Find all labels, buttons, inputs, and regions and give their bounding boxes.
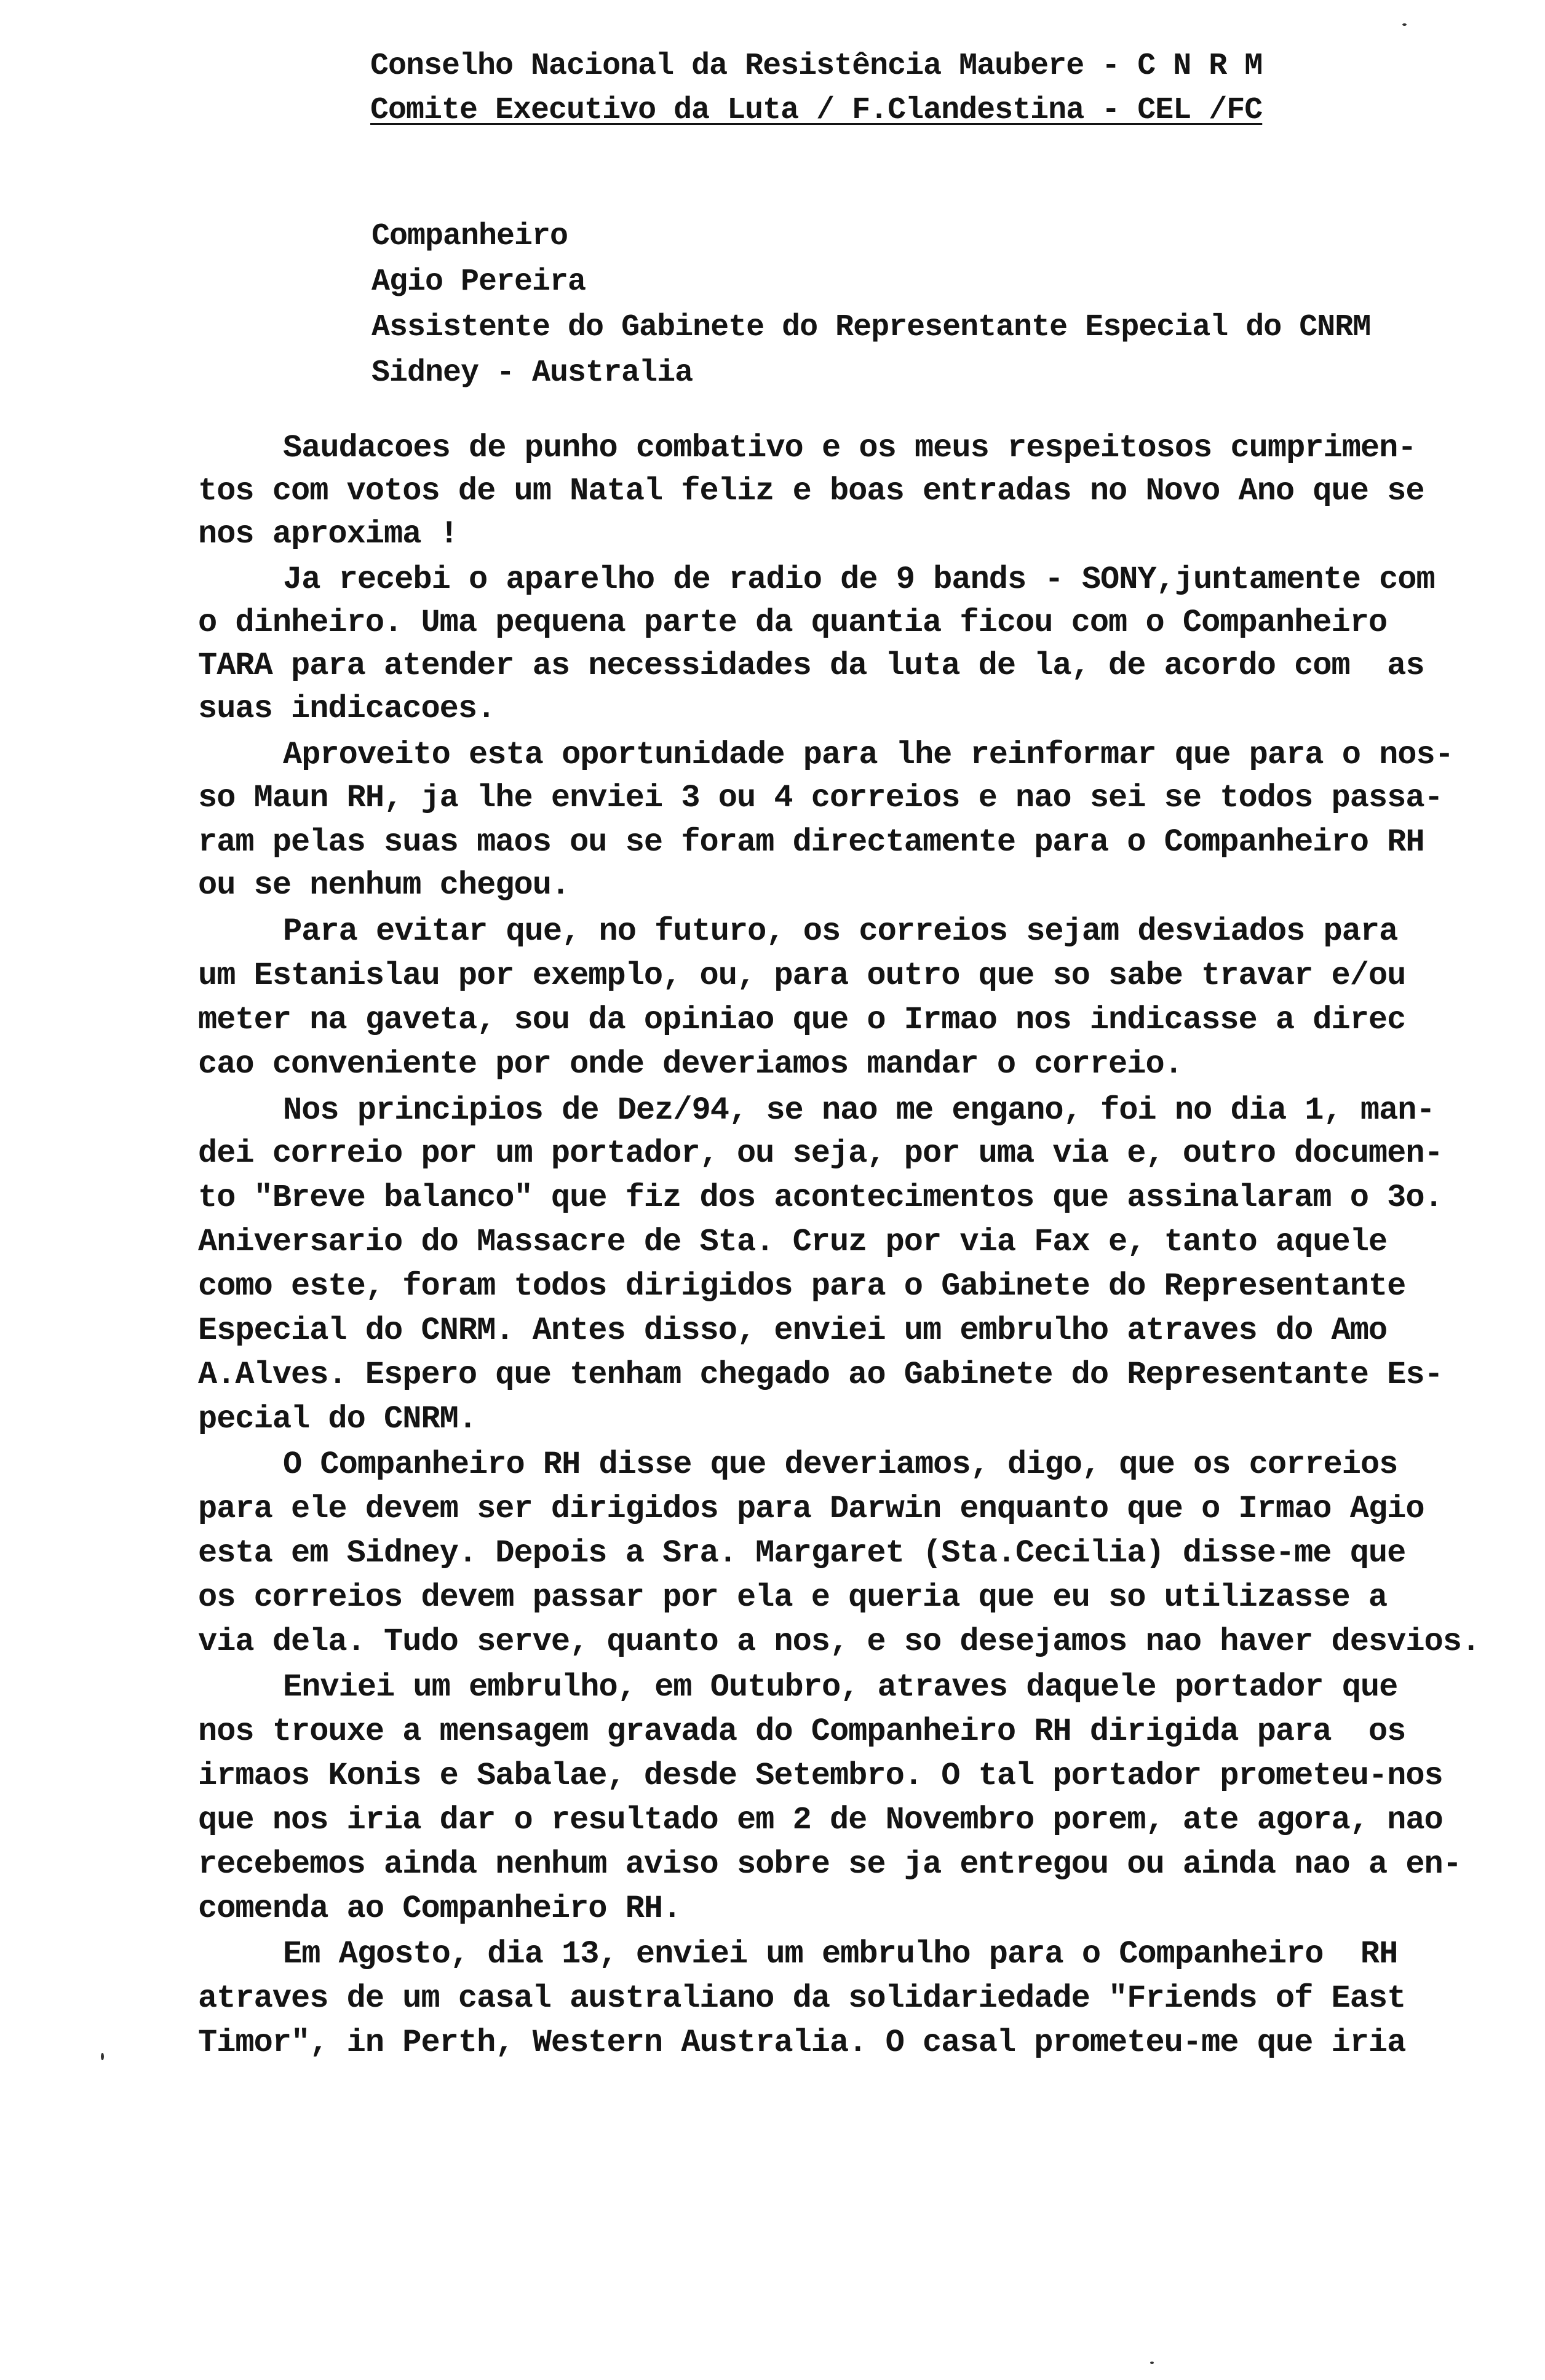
letterhead (370, 44, 1262, 133)
letterhead-committee: Comite Executivo da Luta / F.Clandestina - CEL /FC (370, 93, 1263, 128)
body-line: irmaos Konis e Sabalae, desde Setembro. O tal portador prometeu-nos (198, 1758, 1443, 1794)
body-line: um Estanislau por exemplo, ou, para outro que so sabe travar e/ou (198, 958, 1406, 994)
recipient-title: Assistente do Gabinete do Representante Especial do CNRM (371, 310, 1371, 345)
body-line: Para evitar que, no futuro, os correios sejam desviados para (283, 913, 1398, 950)
recipient-name: Agio Pereira (371, 264, 586, 299)
body-line: recebemos ainda nenhum aviso sobre se ja entregou ou ainda nao a en- (198, 1846, 1461, 1882)
body-line: como este, foram todos dirigidos para o Gabinete do Representante (198, 1268, 1406, 1304)
body-line: Ja recebi o aparelho de radio de 9 bands - SONY,juntamente com (283, 561, 1435, 598)
recipient-block (371, 214, 1370, 396)
body-line: comenda ao Companheiro RH. (198, 1890, 681, 1927)
body-line: dei correio por um portador, ou seja, por uma via e, outro documen- (198, 1135, 1443, 1172)
body-line: atraves de um casal australiano da solidariedade "Friends of East (198, 1980, 1406, 2017)
body-line: Saudacoes de punho combativo e os meus respeitosos cumprimen- (283, 430, 1416, 466)
body-line: A.Alves. Espero que tenham chegado ao Gabinete do Representante Es- (198, 1357, 1443, 1393)
body-line: meter na gaveta, sou da opiniao que o Irmao nos indicasse a direc (198, 1002, 1406, 1038)
body-line: O Companheiro RH disse que deveriamos, digo, que os correios (283, 1446, 1398, 1483)
body-line: Nos principios de Dez/94, se nao me engano, foi no dia 1, man- (283, 1092, 1435, 1129)
body-line: para ele devem ser dirigidos para Darwin enquanto que o Irmao Agio (198, 1491, 1424, 1527)
body-line: Em Agosto, dia 13, enviei um embrulho para o Companheiro RH (283, 1936, 1398, 1972)
body-line: suas indicacoes. (198, 691, 496, 727)
body-line: pecial do CNRM. (198, 1401, 477, 1437)
recipient-location: Sidney - Australia (371, 355, 693, 391)
body-line: via dela. Tudo serve, quanto a nos, e so desejamos nao haver desvios. (198, 1624, 1480, 1660)
body-line: esta em Sidney. Depois a Sra. Margaret (Sta.Cecilia) disse-me que (198, 1535, 1406, 1571)
body-line: o dinheiro. Uma pequena parte da quantia ficou com o Companheiro (198, 605, 1388, 641)
paper-speck (101, 2053, 104, 2060)
body-line: Aniversario do Massacre de Sta. Cruz por via Fax e, tanto aquele (198, 1224, 1388, 1260)
body-line: os correios devem passar por ela e queria que eu so utilizasse a (198, 1579, 1388, 1616)
body-line: nos trouxe a mensagem gravada do Companheiro RH dirigida para os (198, 1713, 1406, 1750)
paper-speck (1150, 2362, 1154, 2364)
body-line: que nos iria dar o resultado em 2 de Novembro porem, ate agora, nao (198, 1802, 1443, 1838)
recipient-salutation: Companheiro (371, 219, 568, 254)
body-line: Aproveito esta oportunidade para lhe reinformar que para o nos- (283, 737, 1453, 773)
body-line: Timor", in Perth, Western Australia. O casal prometeu-me que iria (198, 2025, 1406, 2061)
body-line: so Maun RH, ja lhe enviei 3 ou 4 correios e nao sei se todos passa- (198, 780, 1443, 816)
body-line: cao conveniente por onde deveriamos mandar o correio. (198, 1046, 1183, 1082)
body-line: TARA para atender as necessidades da luta de la, de acordo com as (198, 648, 1424, 684)
body-line: Enviei um embrulho, em Outubro, atraves daquele portador que (283, 1669, 1398, 1705)
body-line: ou se nenhum chegou. (198, 867, 570, 903)
body-line: nos aproxima ! (198, 516, 458, 552)
body-line: Especial do CNRM. Antes disso, enviei um embrulho atraves do Amo (198, 1312, 1388, 1349)
body-line: tos com votos de um Natal feliz e boas entradas no Novo Ano que se (198, 473, 1424, 509)
body-line: ram pelas suas maos ou se foram directamente para o Companheiro RH (198, 824, 1424, 860)
paper-speck (1402, 23, 1407, 26)
letterhead-organization: Conselho Nacional da Resistência Maubere - C N R M (370, 49, 1263, 84)
body-line: to "Breve balanco" que fiz dos acontecimentos que assinalaram o 3o. (198, 1180, 1443, 1216)
